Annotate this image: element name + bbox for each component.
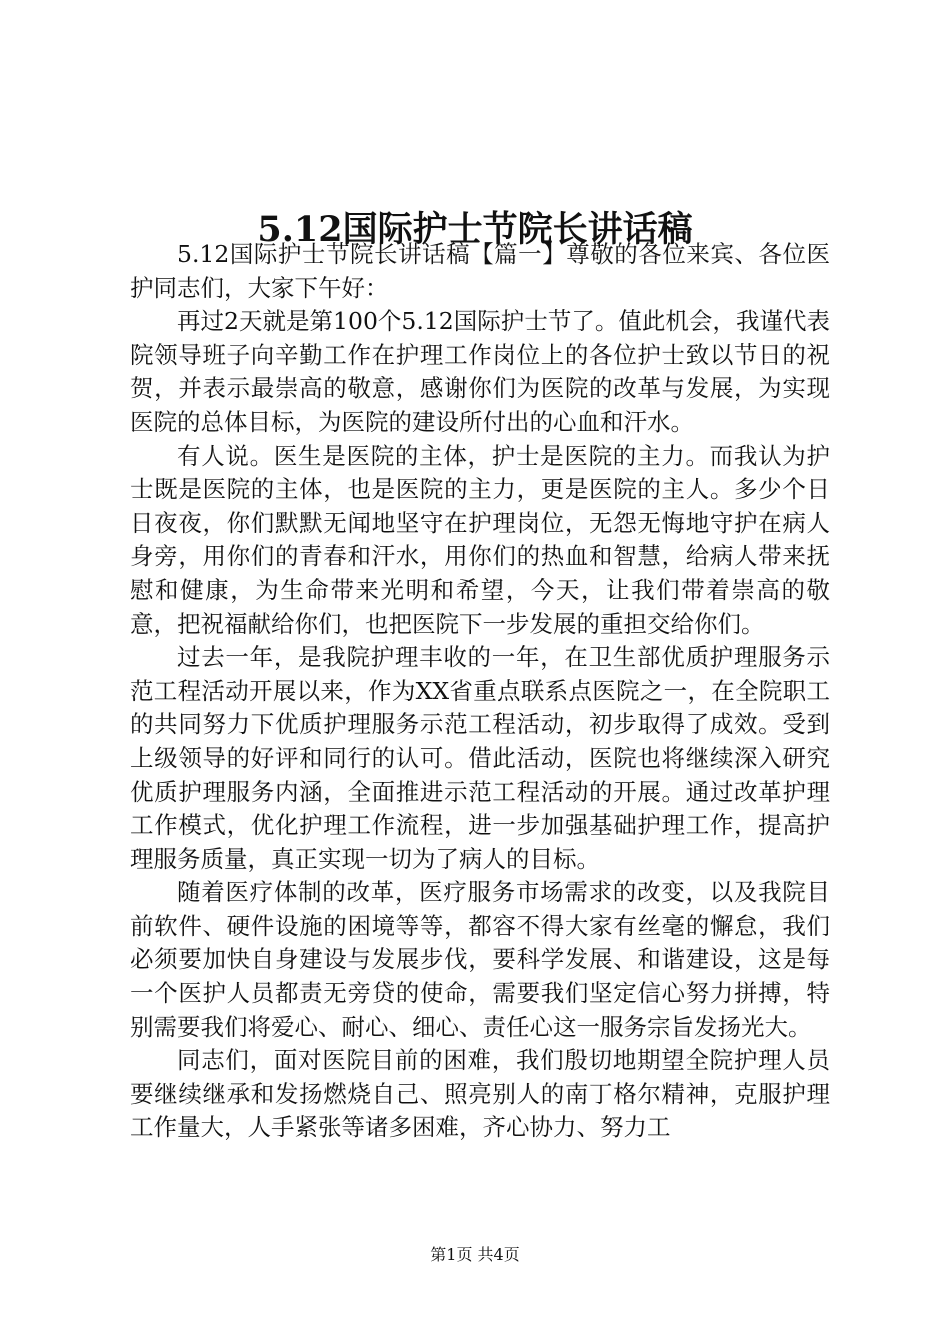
document-title: 5.12国际护士节院长讲话稿 <box>257 209 693 251</box>
paragraph-1: 5.12国际护士节院长讲话稿【篇一】尊敬的各位来宾、各位医护同志们，大家下午好： <box>130 240 830 302</box>
document-body <box>130 238 830 1145</box>
paragraph-2: 再过2天就是第100个5.12国际护士节了。值此机会，我谨代表院领导班子向辛勤工作在护理工作岗位上的各位护士致以节日的祝贺，并表示最崇高的敬意，感谢你们为医院的改革与发展，为实现医院的总体目标，为医院的建设所付出的心血和汗水。 <box>130 307 830 436</box>
paragraph-5: 随着医疗体制的改革，医疗服务市场需求的改变，以及我院目前软件、硬件设施的困境等等，都容不得大家有丝毫的懈怠，我们必须要加快自身建设与发展步伐，要科学发展、和谐建设，这是每一个医护人员都责无旁贷的使命，需要我们坚定信心努力拼搏，特别需要我们将爱心、耐心、细心、责任心这一服务宗旨发扬光大。 <box>130 878 830 1041</box>
paragraph-4: 过去一年，是我院护理丰收的一年，在卫生部优质护理服务示范工程活动开展以来，作为XX省重点联系点医院之一，在全院职工的共同努力下优质护理服务示范工程活动，初步取得了成效。受到上级领导的好评和同行的认可。借此活动，医院也将继续深入研究优质护理服务内涵，全面推进示范工程活动的开展。通过改革护理工作模式，优化护理工作流程，进一步加强基础护理工作，提高护理服务质量，真正实现一切为了病人的目标。 <box>130 643 830 873</box>
paragraph-3: 有人说。医生是医院的主体，护士是医院的主力。而我认为护士既是医院的主体，也是医院的主力，更是医院的主人。多少个日日夜夜，你们默默无闻地坚守在护理岗位，无怨无悔地守护在病人身旁，用你们的青春和汗水，用你们的热血和智慧，给病人带来抚慰和健康，为生命带来光明和希望，今天，让我们带着崇高的敬意，把祝福献给你们，也把医院下一步发展的重担交给你们。 <box>130 441 830 638</box>
page-footer: 第1页 共4页 <box>430 1245 520 1264</box>
paragraph-6: 同志们，面对医院目前的困难，我们殷切地期望全院护理人员要继续继承和发扬燃烧自己、照亮别人的南丁格尔精神，克服护理工作量大，人手紧张等诸多困难，齐心协力、努力工 <box>130 1046 830 1142</box>
